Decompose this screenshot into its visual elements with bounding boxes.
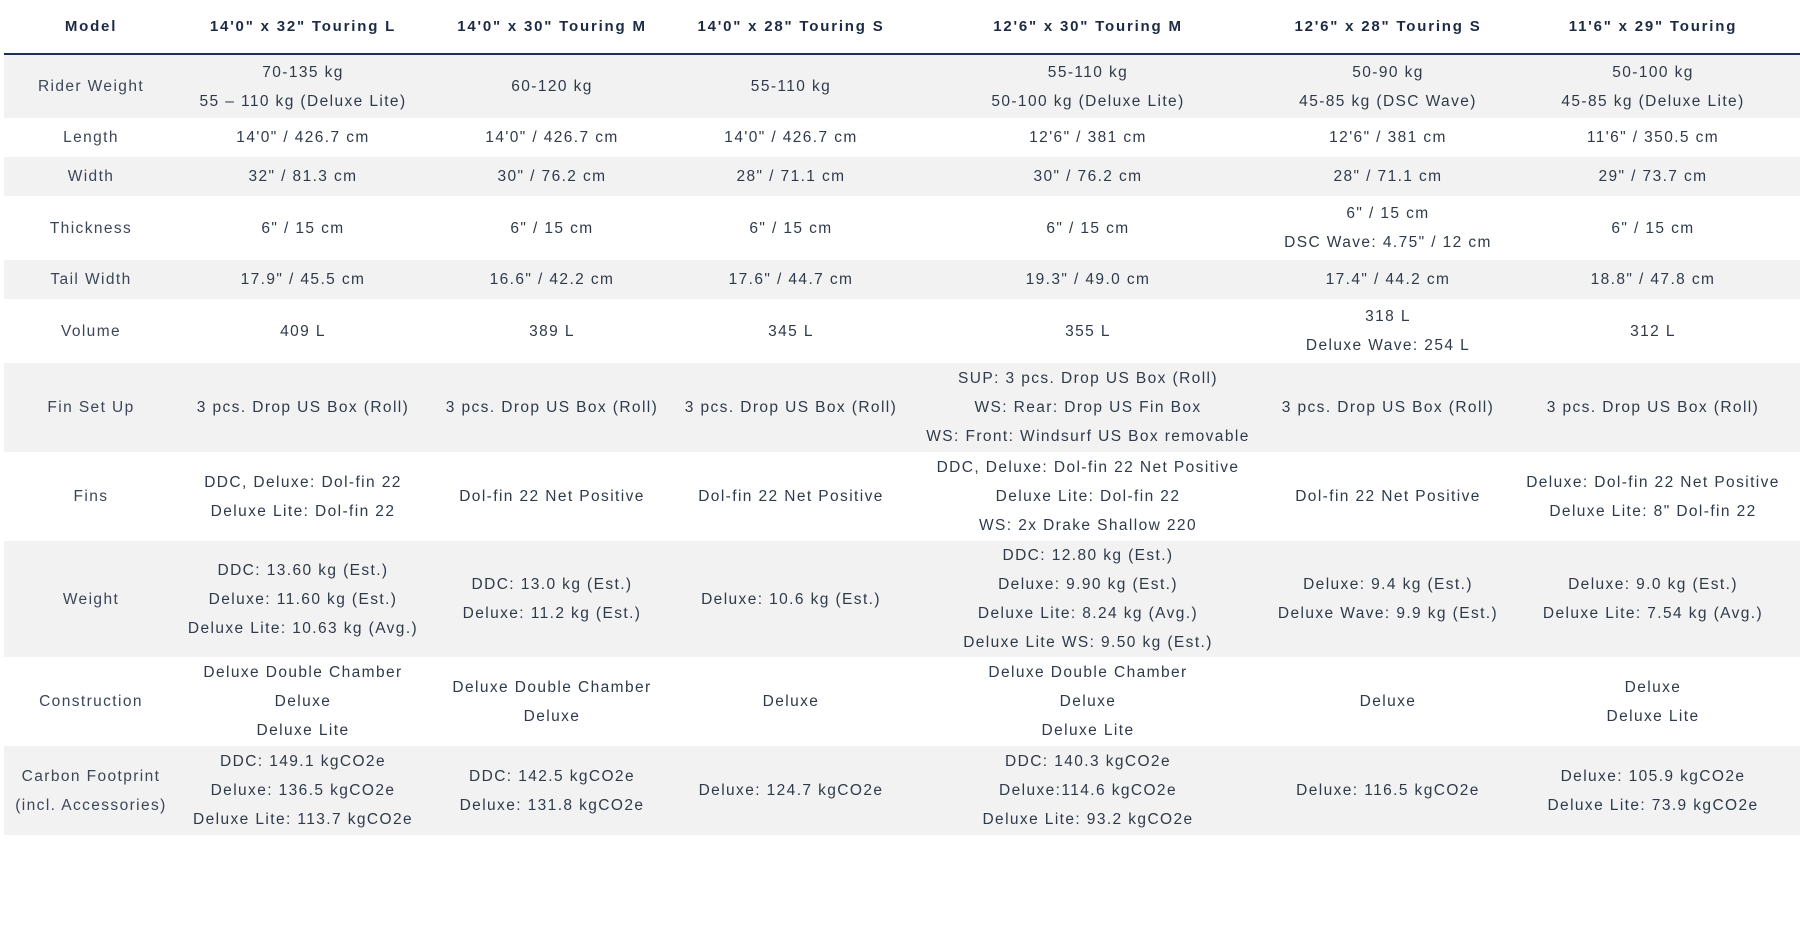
spec-cell-line: DDC: 13.0 kg (Est.) bbox=[471, 576, 633, 593]
spec-cell bbox=[676, 260, 906, 299]
spec-cell bbox=[1506, 54, 1800, 118]
spec-cell bbox=[1506, 196, 1800, 260]
spec-cell-line: 6" / 15 cm bbox=[749, 219, 833, 237]
table-header bbox=[4, 0, 1800, 54]
header-cell-touring-l-14-0: 14'0" x 32" Touring L bbox=[178, 0, 428, 54]
spec-cell-line: 3 pcs. Drop US Box (Roll) bbox=[684, 399, 898, 416]
spec-cell-line: Deluxe: 9.0 kg (Est.) bbox=[1568, 576, 1738, 593]
spec-cell-line: Deluxe: 11.60 kg (Est.) bbox=[208, 590, 398, 608]
row-label-line: Carbon Footprint bbox=[21, 767, 161, 785]
spec-cell-line: 409 L bbox=[280, 322, 326, 340]
spec-cell bbox=[676, 541, 906, 657]
spec-cell-line: 6" / 15 cm bbox=[261, 219, 345, 237]
header-cell-touring-m-14-0: 14'0" x 30" Touring M bbox=[428, 0, 676, 54]
spec-cell bbox=[428, 118, 676, 157]
spec-table bbox=[4, 0, 1800, 835]
spec-cell bbox=[1270, 54, 1506, 118]
spec-cell bbox=[428, 157, 676, 196]
spec-cell bbox=[906, 657, 1270, 746]
spec-cell-line: 50-90 kg bbox=[1352, 63, 1424, 81]
row-label-cell bbox=[4, 54, 178, 118]
spec-cell bbox=[906, 54, 1270, 118]
spec-cell-line: Dol-fin 22 Net Positive bbox=[698, 488, 884, 505]
spec-cell bbox=[428, 196, 676, 260]
row-label-line: Construction bbox=[39, 693, 143, 710]
spec-cell-line: 11'6" / 350.5 cm bbox=[1586, 129, 1720, 146]
spec-cell bbox=[178, 299, 428, 363]
spec-cell-line: Deluxe Wave: 254 L bbox=[1305, 337, 1471, 354]
row-label-cell bbox=[4, 157, 178, 196]
spec-cell bbox=[428, 54, 676, 118]
spec-cell-line: Deluxe: Dol-fin 22 Net Positive bbox=[1526, 473, 1780, 491]
row-label-cell bbox=[4, 746, 178, 835]
header-cell-touring-s-12-6: 12'6" x 28" Touring S bbox=[1270, 0, 1506, 54]
table-row bbox=[4, 657, 1800, 746]
spec-cell-line: Deluxe: 124.7 kgCO2e bbox=[698, 782, 884, 799]
table-row bbox=[4, 54, 1800, 118]
spec-cell-line: Deluxe: 116.5 kgCO2e bbox=[1296, 782, 1480, 799]
header-cell-touring-11-6: 11'6" x 29" Touring bbox=[1506, 0, 1800, 54]
spec-cell bbox=[1506, 452, 1800, 541]
spec-cell-line: 32" / 81.3 cm bbox=[248, 168, 358, 185]
spec-cell bbox=[676, 363, 906, 452]
spec-cell-line: Deluxe Lite: 73.9 kgCO2e bbox=[1547, 796, 1759, 814]
spec-cell-line: Deluxe Lite WS: 9.50 kg (Est.) bbox=[963, 634, 1213, 651]
spec-cell-line: 3 pcs. Drop US Box (Roll) bbox=[1281, 399, 1495, 416]
spec-cell-line: Deluxe Double Chamber bbox=[203, 664, 403, 681]
spec-cell bbox=[428, 260, 676, 299]
spec-cell bbox=[428, 363, 676, 452]
spec-cell-line: Deluxe Lite: 8" Dol-fin 22 bbox=[1549, 502, 1757, 520]
spec-cell-line: Deluxe: 9.4 kg (Est.) bbox=[1303, 576, 1473, 593]
table-row bbox=[4, 541, 1800, 657]
spec-cell-line: 45-85 kg (DSC Wave) bbox=[1299, 92, 1477, 110]
spec-cell bbox=[428, 657, 676, 746]
spec-cell-line: Deluxe: 131.8 kgCO2e bbox=[459, 796, 645, 814]
spec-cell-line: Deluxe bbox=[523, 707, 581, 725]
spec-cell-line: 30" / 76.2 cm bbox=[1033, 168, 1143, 185]
spec-cell-line: 6" / 15 cm bbox=[1046, 219, 1130, 237]
row-label-cell bbox=[4, 118, 178, 157]
spec-cell-line: 50-100 kg bbox=[1612, 63, 1694, 81]
spec-cell bbox=[178, 363, 428, 452]
spec-cell-line: DDC: 149.1 kgCO2e bbox=[220, 753, 386, 770]
spec-cell bbox=[676, 657, 906, 746]
row-label-line: Thickness bbox=[49, 219, 133, 237]
table-row bbox=[4, 452, 1800, 541]
spec-cell bbox=[428, 541, 676, 657]
spec-cell-line: 6" / 15 cm bbox=[1346, 205, 1430, 222]
row-label-cell bbox=[4, 657, 178, 746]
spec-cell bbox=[906, 157, 1270, 196]
spec-cell bbox=[178, 157, 428, 196]
spec-cell-line: 355 L bbox=[1065, 322, 1111, 340]
spec-cell-line: WS: 2x Drake Shallow 220 bbox=[979, 517, 1197, 534]
spec-cell-line: Deluxe: 105.9 kgCO2e bbox=[1560, 767, 1746, 785]
table-row bbox=[4, 299, 1800, 363]
spec-cell-line: 19.3" / 49.0 cm bbox=[1025, 271, 1151, 288]
spec-cell bbox=[1270, 260, 1506, 299]
row-label-cell bbox=[4, 452, 178, 541]
spec-cell bbox=[1270, 657, 1506, 746]
spec-cell-line: 318 L bbox=[1365, 308, 1411, 325]
spec-cell bbox=[676, 452, 906, 541]
spec-cell-line: 389 L bbox=[529, 322, 575, 340]
spec-cell bbox=[178, 657, 428, 746]
header-cell-touring-s-14-0: 14'0" x 28" Touring S bbox=[676, 0, 906, 54]
spec-cell-line: DDC: 142.5 kgCO2e bbox=[469, 767, 635, 785]
spec-cell bbox=[676, 196, 906, 260]
spec-cell-line: 3 pcs. Drop US Box (Roll) bbox=[196, 399, 410, 416]
spec-cell bbox=[428, 746, 676, 835]
spec-cell-line: 50-100 kg (Deluxe Lite) bbox=[991, 92, 1185, 110]
spec-cell-line: DDC, Deluxe: Dol-fin 22 Net Positive bbox=[936, 459, 1240, 476]
spec-cell bbox=[178, 196, 428, 260]
spec-cell-line: DSC Wave: 4.75" / 12 cm bbox=[1284, 234, 1492, 251]
spec-cell-line: Deluxe bbox=[762, 693, 820, 710]
spec-cell bbox=[1506, 260, 1800, 299]
spec-cell bbox=[906, 452, 1270, 541]
spec-cell-line: 45-85 kg (Deluxe Lite) bbox=[1561, 92, 1745, 110]
spec-cell-line: DDC: 13.60 kg (Est.) bbox=[217, 561, 389, 579]
spec-cell bbox=[676, 299, 906, 363]
spec-cell-line: WS: Front: Windsurf US Box removable bbox=[926, 428, 1250, 445]
spec-cell-line: Deluxe Lite bbox=[1041, 722, 1135, 739]
spec-cell-line: Deluxe Lite bbox=[256, 722, 350, 739]
spec-cell bbox=[1506, 299, 1800, 363]
spec-cell-line: 14'0" / 426.7 cm bbox=[485, 129, 619, 146]
spec-cell-line: Deluxe Lite: 93.2 kgCO2e bbox=[982, 811, 1194, 828]
row-label-cell bbox=[4, 260, 178, 299]
row-label-cell bbox=[4, 299, 178, 363]
header-row bbox=[4, 0, 1800, 54]
spec-cell-line: DDC: 12.80 kg (Est.) bbox=[1002, 547, 1174, 564]
spec-cell bbox=[1506, 118, 1800, 157]
spec-cell-line: Dol-fin 22 Net Positive bbox=[459, 488, 645, 505]
spec-cell-line: 55 – 110 kg (Deluxe Lite) bbox=[199, 92, 407, 110]
spec-cell-line: Deluxe Lite: Dol-fin 22 bbox=[995, 488, 1181, 505]
spec-cell bbox=[1506, 541, 1800, 657]
spec-cell-line: 60-120 kg bbox=[511, 78, 593, 95]
spec-cell bbox=[178, 452, 428, 541]
spec-cell-line: Deluxe: 136.5 kgCO2e bbox=[210, 782, 396, 799]
spec-cell-line: 30" / 76.2 cm bbox=[497, 168, 607, 185]
spec-cell bbox=[906, 363, 1270, 452]
spec-cell-line: Deluxe bbox=[274, 693, 332, 710]
row-label-line: Fin Set Up bbox=[47, 399, 135, 416]
spec-cell bbox=[1270, 299, 1506, 363]
row-label-line: Weight bbox=[62, 590, 120, 608]
spec-cell-line: Deluxe:114.6 kgCO2e bbox=[999, 782, 1177, 799]
spec-cell-line: Deluxe bbox=[1359, 693, 1417, 710]
spec-cell-line: 12'6" / 381 cm bbox=[1329, 129, 1447, 146]
spec-cell bbox=[676, 118, 906, 157]
spec-cell-line: 29" / 73.7 cm bbox=[1598, 168, 1708, 185]
spec-cell-line: WS: Rear: Drop US Fin Box bbox=[974, 399, 1202, 416]
row-label-line: Rider Weight bbox=[37, 78, 145, 95]
header-cell-touring-m-12-6: 12'6" x 30" Touring M bbox=[906, 0, 1270, 54]
row-label-line: Tail Width bbox=[50, 271, 132, 288]
row-label-line: Width bbox=[67, 168, 115, 185]
spec-cell-line: 6" / 15 cm bbox=[1611, 219, 1695, 237]
spec-cell bbox=[428, 299, 676, 363]
spec-cell-line: Deluxe Lite: 7.54 kg (Avg.) bbox=[1542, 605, 1764, 622]
spec-cell-line: 55-110 kg bbox=[1047, 63, 1129, 81]
header-cell-model: Model bbox=[4, 0, 178, 54]
spec-cell bbox=[906, 541, 1270, 657]
spec-cell-line: Deluxe Lite: 10.63 kg (Avg.) bbox=[187, 619, 419, 637]
spec-cell-line: 70-135 kg bbox=[262, 63, 344, 81]
spec-cell bbox=[906, 260, 1270, 299]
table-row bbox=[4, 363, 1800, 452]
spec-cell-line: SUP: 3 pcs. Drop US Box (Roll) bbox=[958, 370, 1218, 387]
spec-cell-line: Deluxe: 10.6 kg (Est.) bbox=[701, 590, 881, 608]
row-label-line: Volume bbox=[60, 322, 122, 340]
spec-cell bbox=[1506, 746, 1800, 835]
row-label-line: Length bbox=[63, 129, 119, 146]
table-row bbox=[4, 746, 1800, 835]
row-label-line: Fins bbox=[73, 488, 109, 505]
spec-cell-line: 28" / 71.1 cm bbox=[1333, 168, 1443, 185]
spec-cell-line: 17.6" / 44.7 cm bbox=[728, 271, 854, 288]
spec-cell-line: 18.8" / 47.8 cm bbox=[1590, 271, 1716, 288]
row-label-cell bbox=[4, 363, 178, 452]
spec-cell bbox=[1270, 452, 1506, 541]
spec-cell-line: 17.4" / 44.2 cm bbox=[1325, 271, 1451, 288]
table-row bbox=[4, 118, 1800, 157]
spec-cell-line: 16.6" / 42.2 cm bbox=[489, 271, 615, 288]
row-label-line: (incl. Accessories) bbox=[15, 796, 167, 814]
spec-cell bbox=[676, 157, 906, 196]
spec-cell-line: 312 L bbox=[1630, 322, 1676, 340]
spec-cell-line: 3 pcs. Drop US Box (Roll) bbox=[1546, 399, 1760, 416]
spec-cell-line: Deluxe Double Chamber bbox=[988, 664, 1188, 681]
spec-cell-line: 12'6" / 381 cm bbox=[1029, 129, 1147, 146]
spec-cell-line: 28" / 71.1 cm bbox=[736, 168, 846, 185]
spec-cell bbox=[1506, 657, 1800, 746]
spec-cell bbox=[676, 746, 906, 835]
spec-cell-line: Deluxe: 9.90 kg (Est.) bbox=[998, 576, 1178, 593]
spec-cell-line: Deluxe Lite: 8.24 kg (Avg.) bbox=[977, 605, 1199, 622]
row-label-cell bbox=[4, 196, 178, 260]
spec-cell-line: DDC: 140.3 kgCO2e bbox=[1005, 753, 1171, 770]
table-row bbox=[4, 260, 1800, 299]
spec-cell bbox=[906, 118, 1270, 157]
spec-cell-line: Dol-fin 22 Net Positive bbox=[1295, 488, 1481, 505]
spec-cell bbox=[178, 118, 428, 157]
spec-cell bbox=[178, 260, 428, 299]
spec-cell-line: Deluxe: 11.2 kg (Est.) bbox=[462, 605, 642, 622]
spec-cell bbox=[1270, 118, 1506, 157]
spec-cell bbox=[906, 746, 1270, 835]
spec-cell-line: Deluxe Lite bbox=[1606, 707, 1700, 725]
spec-cell-line: 3 pcs. Drop US Box (Roll) bbox=[445, 399, 659, 416]
spec-cell-line: 14'0" / 426.7 cm bbox=[724, 129, 858, 146]
spec-cell-line: 345 L bbox=[768, 322, 814, 340]
spec-cell bbox=[1270, 541, 1506, 657]
table-row bbox=[4, 157, 1800, 196]
spec-cell-line: Deluxe Lite: Dol-fin 22 bbox=[210, 502, 396, 520]
spec-cell-line: Deluxe Lite: 113.7 kgCO2e bbox=[193, 811, 413, 828]
spec-cell-line: Deluxe bbox=[1059, 693, 1117, 710]
spec-cell-line: Deluxe Wave: 9.9 kg (Est.) bbox=[1277, 605, 1499, 622]
table-row bbox=[4, 196, 1800, 260]
spec-cell-line: 55-110 kg bbox=[750, 78, 832, 95]
spec-cell bbox=[178, 746, 428, 835]
spec-cell bbox=[1270, 196, 1506, 260]
spec-cell bbox=[1506, 157, 1800, 196]
spec-cell bbox=[1270, 363, 1506, 452]
table-body bbox=[4, 54, 1800, 835]
spec-cell-line: 17.9" / 45.5 cm bbox=[240, 271, 366, 288]
spec-cell-line: Deluxe Double Chamber bbox=[452, 678, 652, 696]
spec-cell-line: 6" / 15 cm bbox=[510, 219, 594, 237]
spec-cell-line: 14'0" / 426.7 cm bbox=[236, 129, 370, 146]
spec-cell bbox=[1270, 746, 1506, 835]
spec-cell bbox=[428, 452, 676, 541]
spec-cell bbox=[1506, 363, 1800, 452]
spec-cell bbox=[1270, 157, 1506, 196]
row-label-cell bbox=[4, 541, 178, 657]
spec-cell bbox=[178, 54, 428, 118]
spec-cell bbox=[676, 54, 906, 118]
spec-cell-line: Deluxe bbox=[1624, 678, 1682, 696]
spec-cell bbox=[178, 541, 428, 657]
spec-cell-line: DDC, Deluxe: Dol-fin 22 bbox=[204, 473, 402, 491]
spec-cell bbox=[906, 299, 1270, 363]
spec-cell bbox=[906, 196, 1270, 260]
